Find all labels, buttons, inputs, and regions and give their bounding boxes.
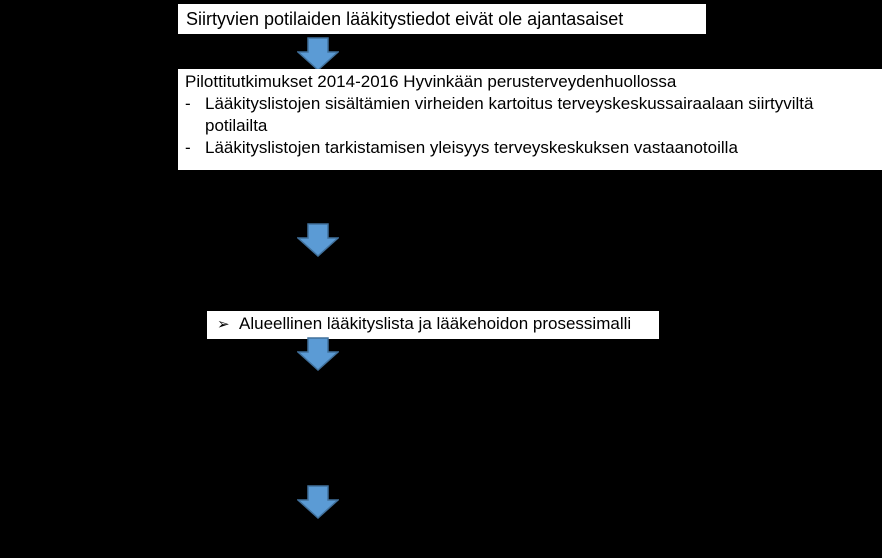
regional-model-box [207, 311, 659, 339]
problem-text: Siirtyvien potilaiden lääkitystiedot eivät ole ajantasaiset [186, 9, 624, 29]
regional-model-text: Alueellinen lääkityslista ja lääkehoidon prosessimalli [239, 314, 632, 333]
list-item-text: Lääkityslistojen tarkistamisen yleisyys terveyskeskuksen vastaanotoilla [205, 138, 738, 157]
dash-marker: - [185, 138, 191, 157]
arrow-down-icon [297, 37, 339, 71]
problem-box [178, 4, 706, 34]
dash-marker: - [185, 94, 191, 113]
list-item-text: Lääkityslistojen sisältämien virheiden kartoitus terveyskeskussairaalaan siirtyviltä [205, 94, 814, 113]
arrow-down-icon [297, 223, 339, 257]
list-item [185, 93, 882, 115]
pilot-studies-title: Pilottitutkimukset 2014-2016 Hyvinkään perusterveydenhuollossa [185, 72, 677, 91]
pilot-studies-box [178, 69, 882, 170]
arrow-down-icon [297, 337, 339, 371]
list-item-continuation: potilailta [205, 116, 268, 135]
arrowhead-bullet-icon: ➢ [217, 316, 230, 333]
arrow-down-icon [297, 485, 339, 519]
list-item [185, 137, 882, 159]
